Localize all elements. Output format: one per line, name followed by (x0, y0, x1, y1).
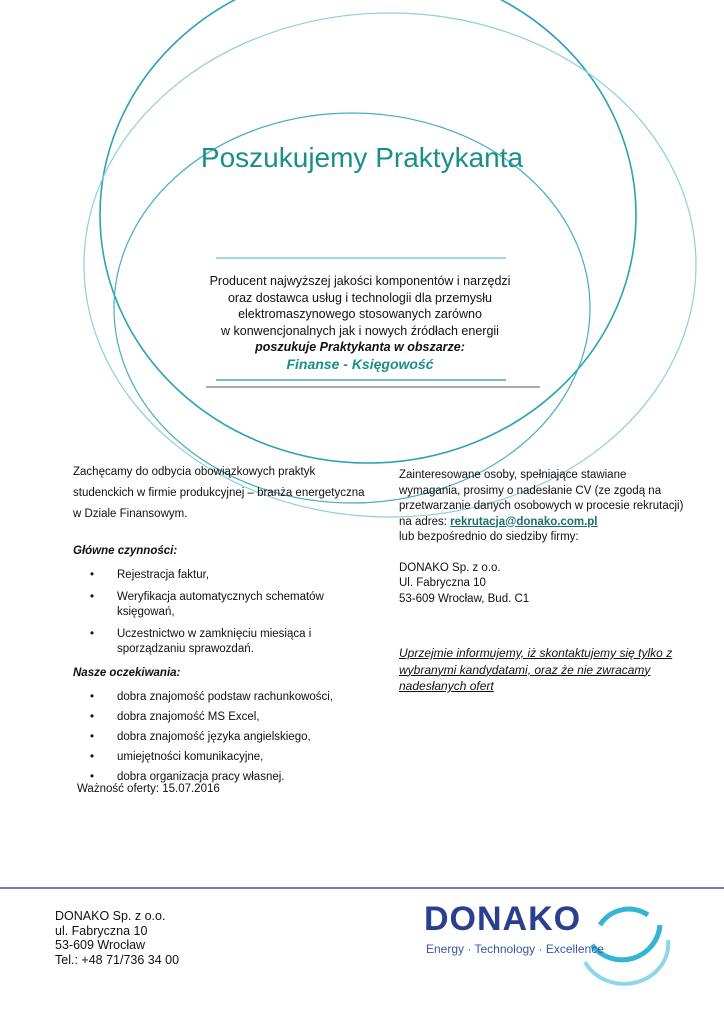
footer-street: ul. Fabryczna 10 (55, 923, 148, 938)
paragraph-line: w Dziale Finansowym. (73, 508, 188, 520)
list-item: • Rejestracja faktur, (73, 568, 373, 583)
list-item: • Weryfikacja automatycznych schematów księgowań, (73, 590, 373, 620)
paragraph-line: Zachęcamy do odbycia obowiązkowych praktyk (73, 466, 316, 478)
ring-offset (84, 13, 696, 517)
company-intro (190, 273, 530, 372)
logo-wordmark: DONAKO (424, 900, 582, 938)
company-name: DONAKO Sp. z o.o. (399, 561, 501, 574)
list-item: • dobra organizacja pracy własnej. (73, 770, 373, 785)
page-title: Poszukujemy Praktykanta (200, 142, 524, 173)
expectations-heading: Nasze oczekiwania: (73, 667, 181, 679)
list-item: • dobra znajomość języka angielskiego, (73, 730, 373, 745)
intro-line: elektromaszynowego stosowanych zarówno (238, 307, 482, 321)
intro-line: oraz dostawca usług i technologii dla przemysłu (227, 290, 493, 305)
job-area: Finanse - Księgowość (286, 355, 434, 372)
paragraph-line: studenckich w firmie produkcyjnej – branża energetyczna (73, 487, 365, 499)
logo-tagline: Energy · Technology · Excellence (426, 942, 604, 956)
application-text-after: lub bezpośrednio do siedziby firmy: (399, 531, 579, 543)
footer-company: DONAKO Sp. z o.o. (55, 909, 166, 923)
application-text: Zainteresowane osoby, spełniające stawiane wymagania, prosimy o nadesłanie CV (ze zgodą na przetwarzanie danych osobowych w procesie rekrutacji) na adres: (399, 469, 684, 528)
intro-line: w konwencjonalnych jak i nowych źródłach energii (221, 323, 499, 338)
list-item: • Uczestnictwo w zamknięciu miesiąca i sporządzaniu sprawozdań. (73, 627, 373, 657)
intro-line: Producent najwyższej jakości komponentów i narzędzi (209, 274, 511, 288)
list-item: • dobra znajomość podstaw rachunkowości, (73, 690, 373, 705)
duties-list (73, 568, 373, 657)
company-city: 53-609 Wrocław, Bud. C1 (399, 592, 530, 605)
footer-phone: Tel.: +48 71/736 34 00 (55, 952, 180, 967)
left-column (73, 462, 373, 785)
expectations-list (73, 690, 373, 785)
offer-validity: Ważność oferty: 15.07.2016 (77, 783, 220, 795)
contact-note: Uprzejmie informujemy, iż skontaktujemy się tylko z wybranymi kandydatami, oraz że nie zwracamy nadesłanych ofert (399, 646, 673, 693)
footer-address (55, 909, 179, 967)
duties-heading: Główne czynności: (73, 545, 178, 557)
list-item: • umiejętności komunikacyjne, (73, 750, 373, 765)
email-link[interactable]: rekrutacja@donako.com.pl (450, 515, 598, 528)
seeking-line: poszukuje Praktykanta w obszarze: (255, 340, 465, 354)
footer-city: 53-609 Wrocław (55, 938, 146, 952)
ring-large (100, 0, 636, 463)
right-column (399, 468, 689, 607)
list-item: • dobra znajomość MS Excel, (73, 710, 373, 725)
company-street: Ul. Fabryczna 10 (399, 577, 486, 589)
